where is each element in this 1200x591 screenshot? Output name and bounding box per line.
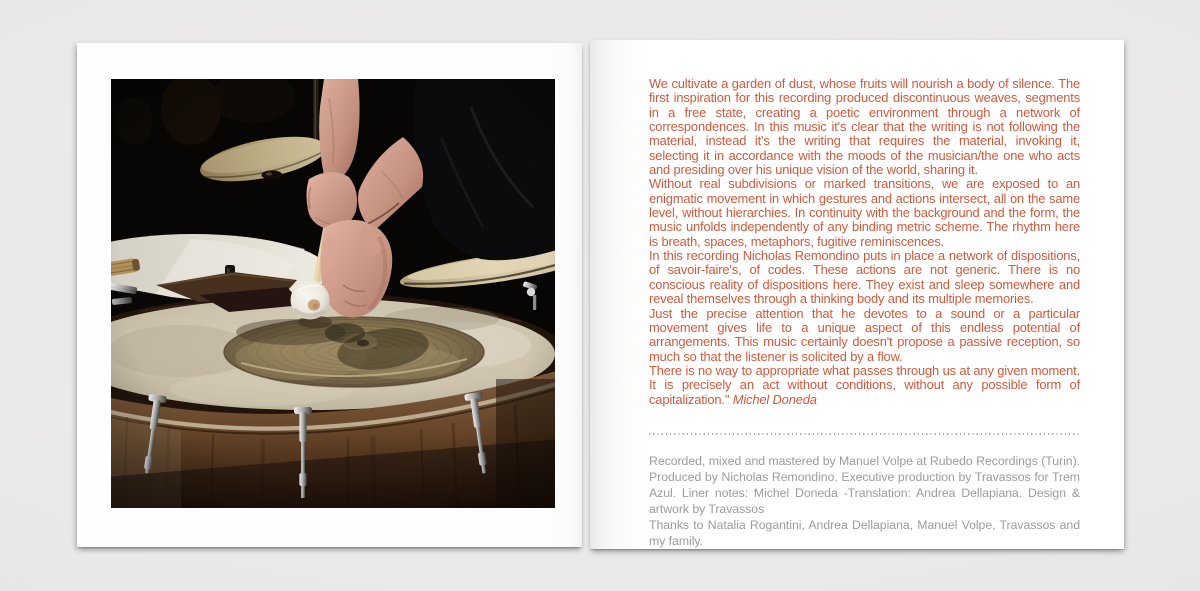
booklet-right-page — [590, 40, 1124, 549]
quote-attribution: Michel Doneda — [732, 391, 817, 407]
credits-line: Thanks to Natalia Rogantini, Andrea Dellapiana, Manuel Volpe, Travassos and my family. — [649, 517, 1080, 548]
liner-notes-paragraph: In this recording Nicholas Remondino puts in place a network of dispositions, of savoir-faire's, of codes. These actions are not generic. There is no conscious reality of dispositions here. They exist and sleep somewhere and reveal themselves through a thinking body and its multiple memories. — [649, 248, 1080, 307]
liner-notes-paragraph: Just the precise attention that he devotes to a sound or a particular movement gives life to a unique aspect of this endless potential of arrangements. This music certainly doesn't propose a passive reception, so much so that the listener is solicited by a flow. — [649, 305, 1080, 364]
credits-line: Recorded, mixed and mastered by Manuel Volpe at Rubedo Recordings (Turin). Produced by Nicholas Remondino. Executive production by Travassos for Trem Azul. Liner notes: Michel Doneda -Translation: Andrea Dellapiana. Design & artwork by Travassos — [649, 454, 1080, 516]
gatefold-booklet — [77, 40, 1124, 549]
vignette-overlay — [111, 79, 555, 508]
closing-quote-text: There is no way to appropriate what passes through us at any given moment. It is precisely an act without conditions, without any possible form of capitalization." — [649, 362, 1080, 407]
liner-notes-paragraph: Without real subdivisions or marked transitions, we are exposed to an enigmatic movement in which gestures and actions intersect, all on the same level, without hierarchies. In continuity with the background and the form, the music unfolds independently of any binding metric scheme. The rhythm here is breath, spaces, metaphors, fugitive reminiscences. — [649, 176, 1080, 249]
liner-notes-closing-paragraph — [649, 364, 1080, 407]
credits-text — [649, 454, 1080, 549]
liner-notes-paragraph: We cultivate a garden of dust, whose fruits will nourish a body of silence. The first inspiration for this recording produced discontinuous weaves, segments in a free state, creating a poetic environment through a network of correspondences. In this music it's clear that the writing is not following the material, instead it's the writing that requires the material, invoking it, selecting it in accordance with the moods of the musician/the one who acts and presiding over his unique vision of the world, sharing it. — [649, 76, 1080, 178]
dotted-divider — [649, 433, 1080, 435]
percussion-photo-art — [111, 79, 555, 508]
liner-notes-text — [649, 77, 1080, 407]
booklet-left-page — [77, 43, 582, 547]
percussion-photo — [111, 79, 555, 508]
